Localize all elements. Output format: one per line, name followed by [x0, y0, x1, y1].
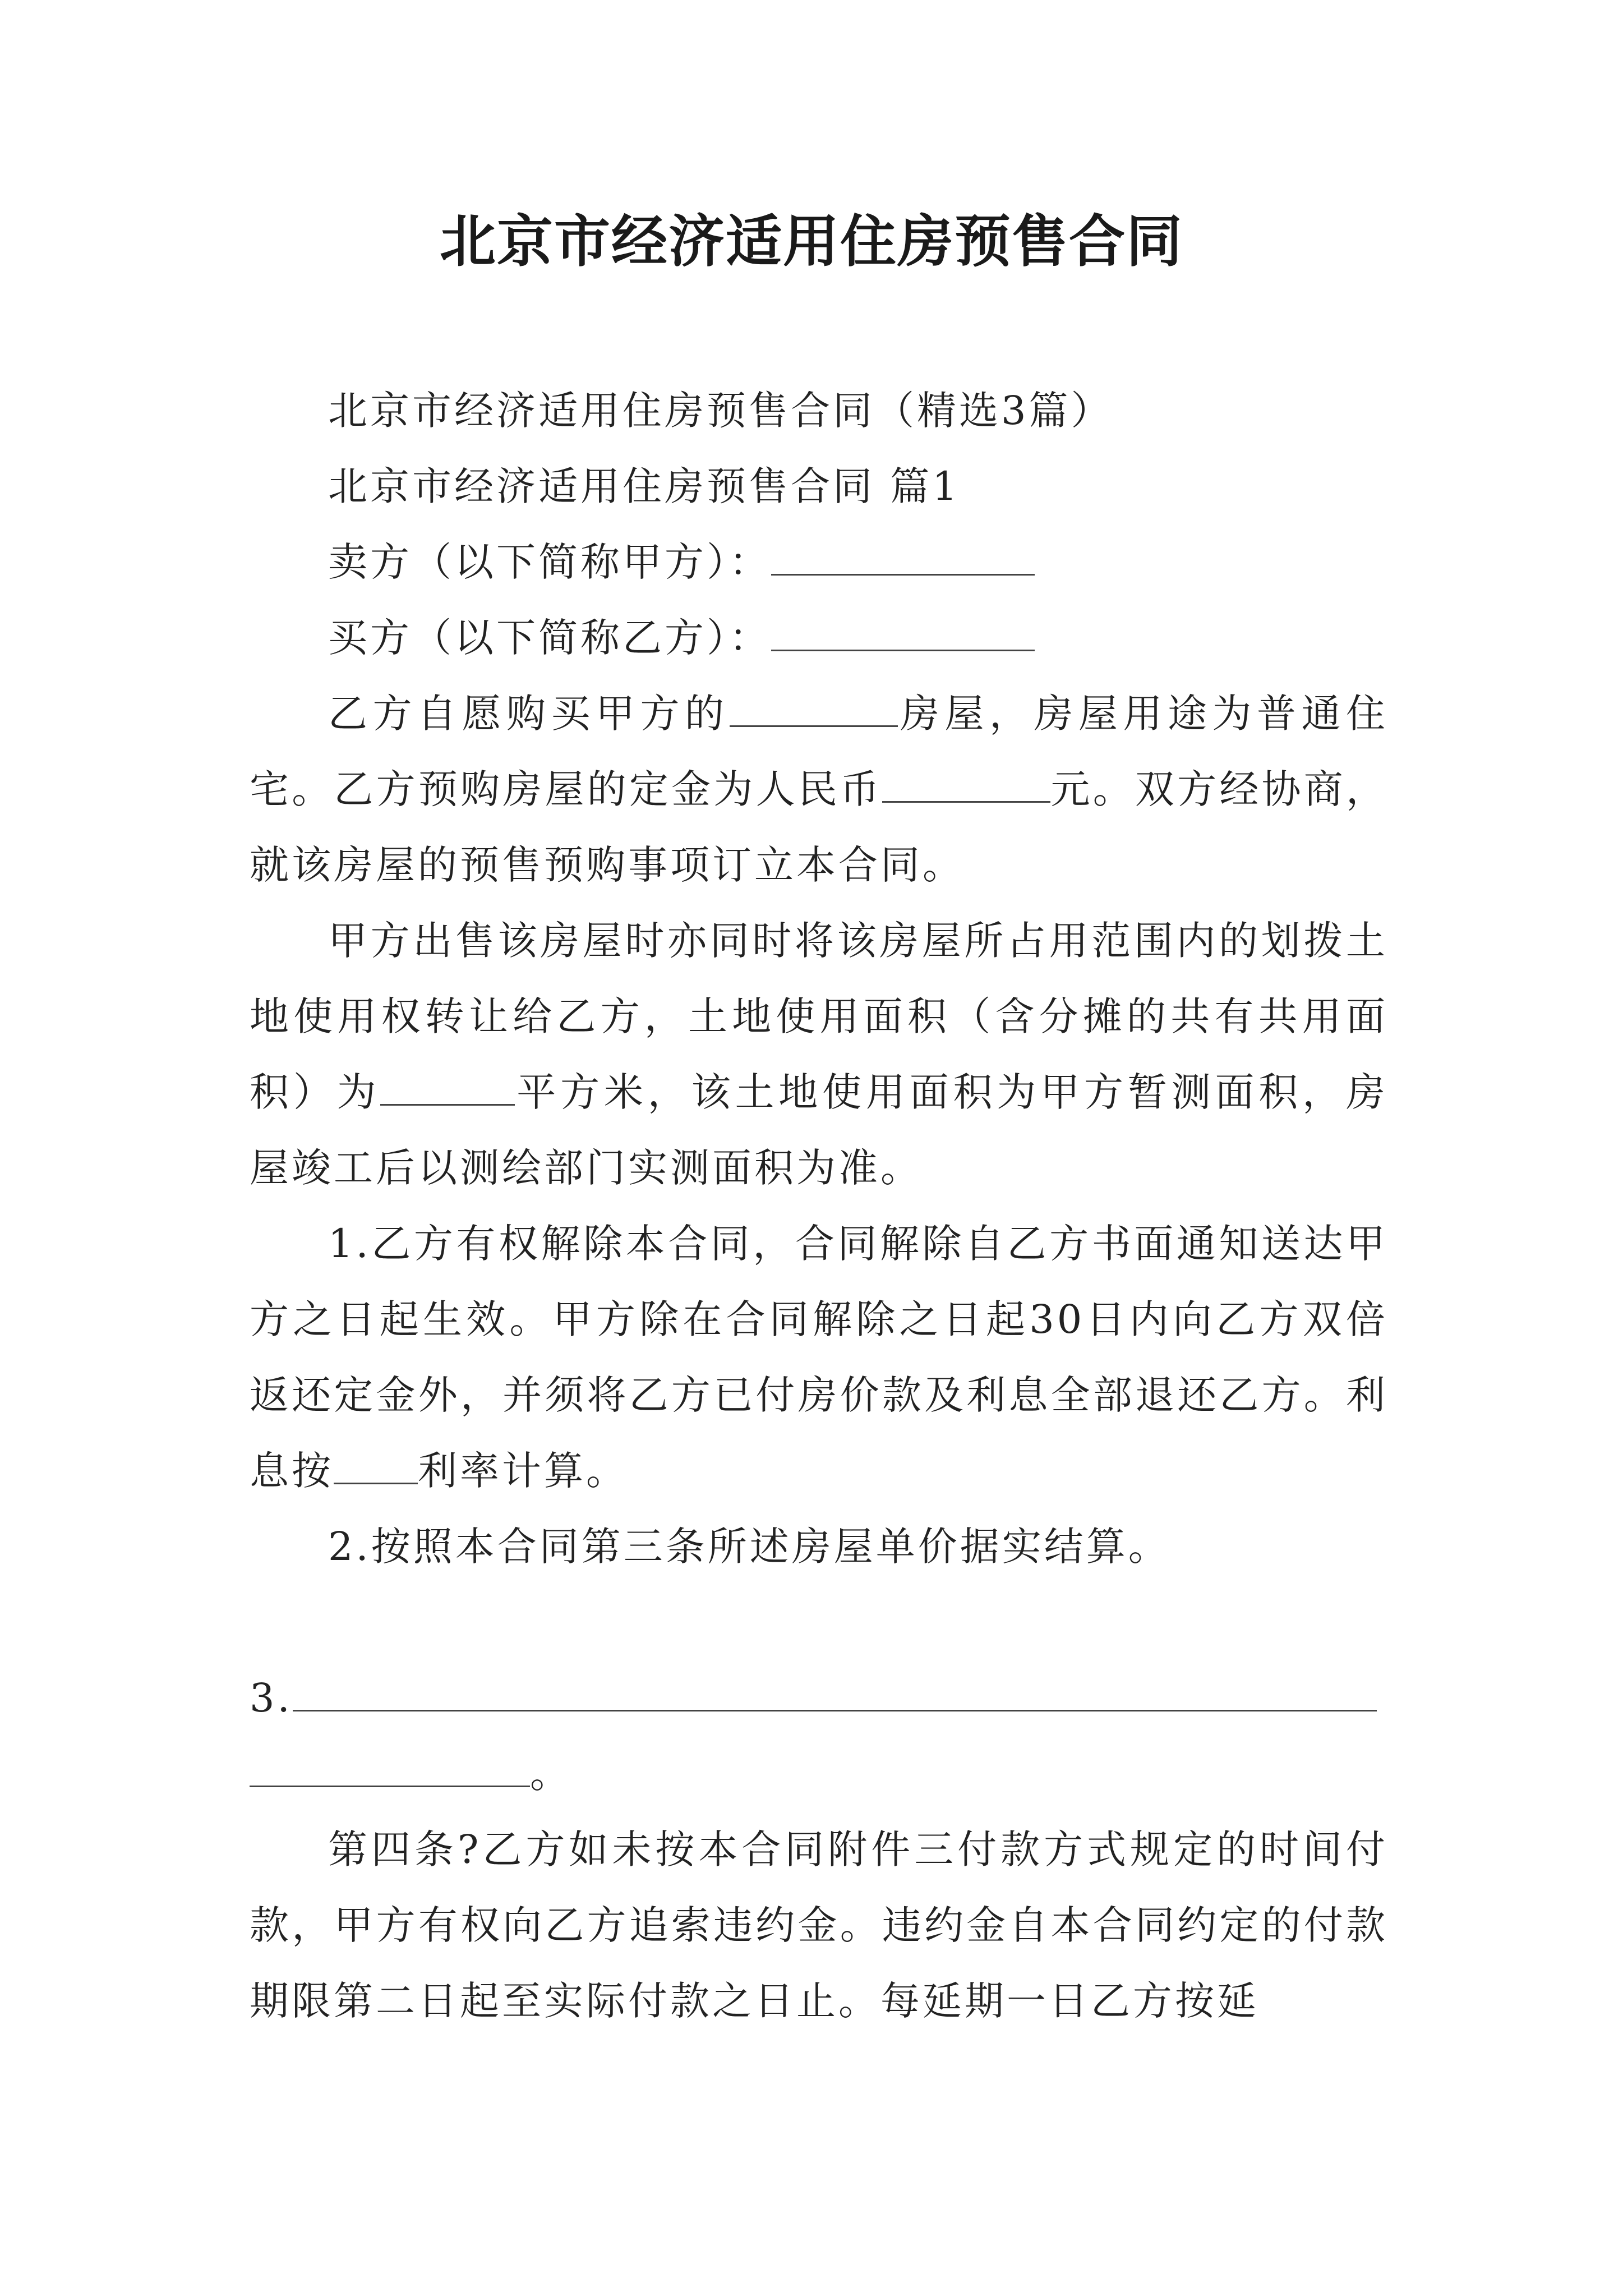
spacer	[250, 1585, 1388, 1660]
land-text-1: 甲方出售该房屋时亦同时将该房屋所占用范围内的划拨土地使用权转让给乙方，土地使用面积（含分摊的共有共用面积）为	[250, 918, 1388, 1115]
item-1-text-end: 利率计算。	[418, 1448, 628, 1494]
buyer-label: 买方（以下简称乙方）：	[328, 615, 771, 661]
item-2: 2.按照本合同第三条所述房屋单价据实结算。	[328, 1524, 1170, 1570]
item-3	[250, 1660, 1388, 1736]
seller-line	[250, 524, 1388, 600]
paragraph-purchase	[250, 676, 1388, 903]
buyer-line	[250, 600, 1388, 676]
purchase-text-2: 房屋，房屋用途为普通住宅。乙方预购房屋的定金为人民币	[250, 691, 1388, 812]
deposit-blank	[882, 764, 1050, 803]
seller-label: 卖方（以下简称甲方）：	[328, 539, 771, 585]
area-blank	[380, 1067, 515, 1106]
subtitle: 北京市经济适用住房预售合同（精选3篇）	[328, 388, 1113, 434]
item-3-suffix: 。	[530, 1751, 572, 1797]
buyer-blank	[771, 613, 1035, 652]
paragraph-land-use	[250, 903, 1388, 1206]
purchase-text-1: 乙方自愿购买甲方的	[328, 691, 730, 737]
document-body	[250, 373, 1388, 2039]
item-1-text: 1.乙方有权解除本合同，合同解除自乙方书面通知送达甲方之日起生效。甲方除在合同解除之日起30日内向乙方双倍返还定金外，并须将乙方已付房价款及利息全部退还乙方。利息按	[250, 1221, 1388, 1494]
item-3-blank	[293, 1673, 1377, 1712]
document-title: 北京市经济适用住房预售合同	[440, 208, 1183, 274]
item-1	[250, 1206, 1388, 1509]
article-4: 第四条?乙方如未按本合同附件三付款方式规定的时间付款，甲方有权向乙方追索违约金。违约金自本合同约定的付款期限第二日起至实际付款之日止。每延期一日乙方按延	[250, 1826, 1388, 2024]
seller-blank	[771, 537, 1035, 576]
land-text-2: 平方米，该土地使用面积为甲方暂测面积，房屋竣工后以测绘部门实测面积为准。	[250, 1069, 1389, 1191]
section-heading: 北京市经济适用住房预售合同 篇1	[328, 463, 960, 509]
item-3-blank-end	[250, 1749, 530, 1788]
rate-blank	[334, 1446, 418, 1485]
item-3-prefix: 3.	[250, 1675, 293, 1721]
purchase-text-3: 元。双方经协商，就该房屋的预售预购事项订立本合同。	[250, 766, 1389, 888]
item-3-continued	[250, 1736, 1388, 1812]
house-blank	[730, 688, 898, 728]
